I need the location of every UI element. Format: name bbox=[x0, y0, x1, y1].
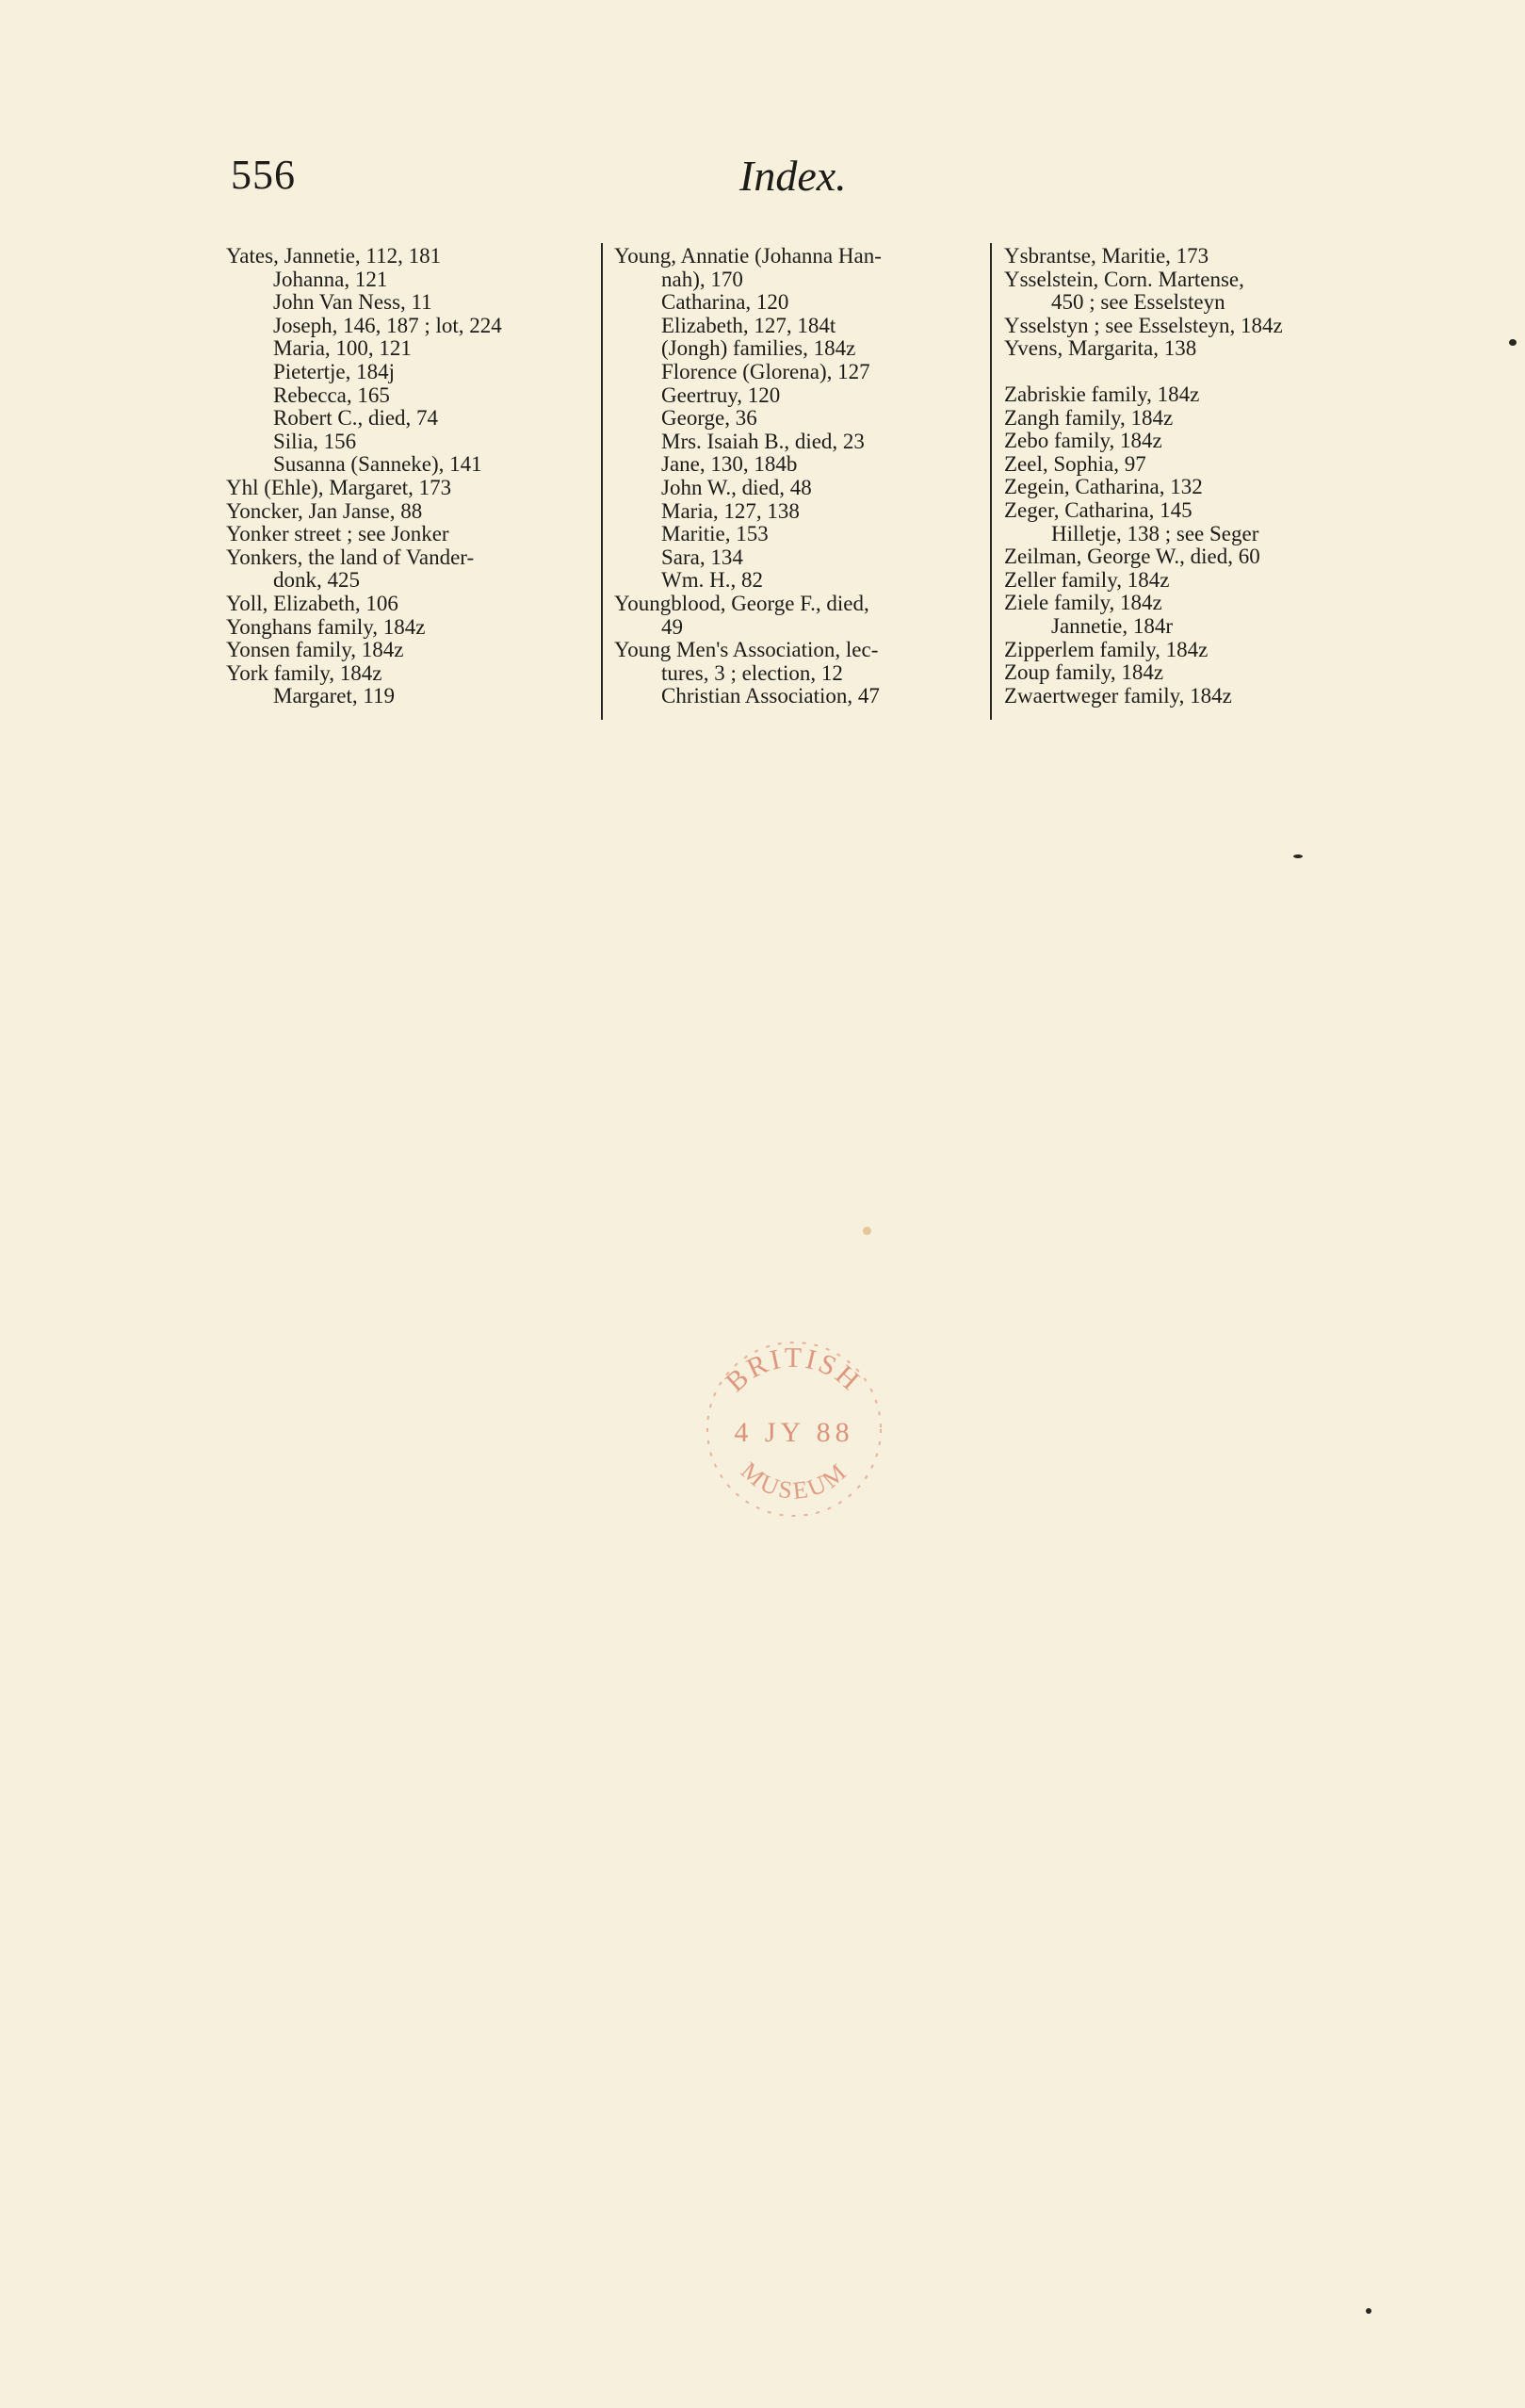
index-subentry: Maria, 100, 121 bbox=[273, 336, 412, 361]
index-entry: Yhl (Ehle), Margaret, 173 bbox=[226, 475, 452, 499]
index-subentry: Jannetie, 184r bbox=[1051, 613, 1174, 638]
index-subentry: Silia, 156 bbox=[273, 429, 357, 453]
index-entry-continuation: donk, 425 bbox=[273, 568, 360, 593]
index-subentry: Susanna (Sanneke), 141 bbox=[273, 452, 482, 477]
index-entry: Zwaertweger family, 184z bbox=[1004, 683, 1232, 708]
index-entry-continuation: 450 ; see Esselsteyn bbox=[1051, 290, 1225, 315]
index-subentry: Jane, 130, 184b bbox=[661, 452, 798, 477]
index-entry: Zeller family, 184z bbox=[1004, 567, 1170, 592]
stamp-date: 4 JY 88 bbox=[734, 1417, 854, 1448]
index-entry: York family, 184z bbox=[226, 660, 382, 685]
index-subentry: Wm. H., 82 bbox=[661, 568, 763, 593]
page-number: 556 bbox=[231, 152, 296, 198]
paper-stain bbox=[863, 1227, 871, 1235]
index-entry: Ysselstein, Corn. Martense, bbox=[1004, 267, 1244, 291]
index-entry: Zegein, Catharina, 132 bbox=[1004, 475, 1203, 499]
svg-text:BRITISH bbox=[720, 1342, 868, 1398]
index-entry: Young Men's Association, lec- bbox=[614, 638, 879, 662]
index-entry: Yoll, Elizabeth, 106 bbox=[226, 591, 398, 615]
index-subentry: Johanna, 121 bbox=[273, 267, 388, 291]
index-entry: Zebo family, 184z bbox=[1004, 429, 1162, 453]
index-column-3 bbox=[1004, 245, 1381, 708]
index-entry: Zeilman, George W., died, 60 bbox=[1004, 545, 1260, 569]
ink-speck bbox=[1293, 854, 1303, 858]
index-entry-continuation: nah), 170 bbox=[661, 267, 743, 291]
stamp-bottom-text: MUSEUM bbox=[736, 1456, 853, 1505]
index-entry: Yates, Jannetie, 112, 181 bbox=[226, 244, 442, 268]
index-entry: Yoncker, Jan Janse, 88 bbox=[226, 498, 423, 523]
index-subentry: (Jongh) families, 184z bbox=[661, 336, 856, 361]
index-subentry: Catharina, 120 bbox=[661, 290, 789, 315]
svg-text:MUSEUM bbox=[736, 1456, 853, 1505]
index-subentry: Margaret, 119 bbox=[273, 684, 396, 708]
index-entry: Youngblood, George F., died, bbox=[614, 591, 869, 615]
index-subentry: Hilletje, 138 ; see Seger bbox=[1051, 521, 1259, 545]
index-entry: Yonkers, the land of Vander- bbox=[226, 545, 475, 569]
index-column-2 bbox=[614, 245, 982, 708]
index-entry: Zangh family, 184z bbox=[1004, 405, 1174, 430]
index-entry: Zeel, Sophia, 97 bbox=[1004, 451, 1146, 476]
index-entry: Zipperlem family, 184z bbox=[1004, 637, 1209, 661]
index-entry: Yvens, Margarita, 138 bbox=[1004, 336, 1197, 361]
index-entry: Yonker street ; see Jonker bbox=[226, 522, 449, 546]
index-subentry: Sara, 134 bbox=[661, 545, 743, 569]
index-subentry: Maritie, 153 bbox=[661, 522, 769, 546]
index-entry-continuation: tures, 3 ; election, 12 bbox=[661, 660, 843, 685]
index-entry-continuation: 49 bbox=[661, 614, 683, 639]
index-column-1 bbox=[226, 245, 592, 708]
index-entry: Ziele family, 184z bbox=[1004, 591, 1162, 615]
page-title: Index. bbox=[739, 152, 847, 200]
index-subentry: Maria, 127, 138 bbox=[661, 498, 800, 523]
library-stamp bbox=[692, 1324, 895, 1526]
ink-speck bbox=[1366, 2308, 1371, 2314]
index-subentry: Pietertje, 184j bbox=[273, 359, 396, 383]
index-entry: Zoup family, 184z bbox=[1004, 660, 1164, 685]
index-subentry: Joseph, 146, 187 ; lot, 224 bbox=[273, 313, 502, 337]
index-entry: Young, Annatie (Johanna Han- bbox=[614, 244, 882, 268]
index-subentry: Robert C., died, 74 bbox=[273, 406, 439, 431]
index-subentry: Elizabeth, 127, 184t bbox=[661, 313, 836, 337]
index-subentry: John Van Ness, 11 bbox=[273, 290, 432, 315]
ink-speck bbox=[1509, 339, 1517, 346]
index-entry: Zeger, Catharina, 145 bbox=[1004, 497, 1192, 522]
index-entry: Ysselstyn ; see Esselsteyn, 184z bbox=[1004, 313, 1283, 337]
index-entry: Zabriskie family, 184z bbox=[1004, 382, 1200, 406]
stamp-top-text: BRITISH bbox=[720, 1342, 868, 1398]
index-subentry: Florence (Glorena), 127 bbox=[661, 359, 870, 383]
column-divider bbox=[990, 243, 992, 720]
index-subentry: Rebecca, 165 bbox=[273, 382, 390, 407]
index-entry: Ysbrantse, Maritie, 173 bbox=[1004, 244, 1209, 268]
index-subentry: Christian Association, 47 bbox=[661, 684, 880, 708]
index-subentry: Mrs. Isaiah B., died, 23 bbox=[661, 429, 865, 453]
index-subentry: George, 36 bbox=[661, 406, 757, 431]
index-subentry: John W., died, 48 bbox=[661, 475, 812, 499]
index-entry: Yonsen family, 184z bbox=[226, 638, 404, 662]
index-subentry: Geertruy, 120 bbox=[661, 382, 781, 407]
column-divider bbox=[601, 243, 603, 720]
index-entry: Yonghans family, 184z bbox=[226, 614, 426, 639]
